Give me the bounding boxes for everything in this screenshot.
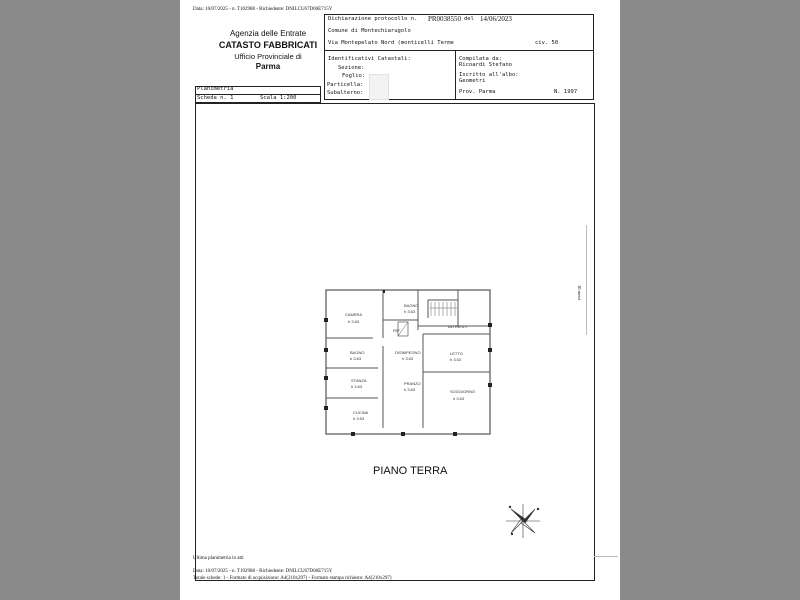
particella-label: Particella:	[327, 82, 364, 88]
room-letto: LETTO	[450, 351, 463, 356]
catasto-title: CATASTO FABBRICATI	[218, 40, 318, 50]
room-bagno-2-height: h 3.63	[350, 356, 362, 361]
room-camera-height: h 3.63	[348, 319, 360, 324]
room-letto-height: h 3.63	[450, 357, 462, 362]
agency-name: Agenzia delle Entrate	[229, 29, 307, 38]
room-stanza-height: h 3.63	[351, 384, 363, 389]
province-value: Prov. Parma	[459, 89, 496, 95]
ufficio-city: Parma	[255, 62, 281, 71]
protocol-del: del	[464, 16, 474, 22]
room-soggiorno-height: h 3.63	[453, 396, 465, 401]
protocol-label: Dichiarazione protocollo n.	[328, 16, 418, 22]
identificativi-title: Identificativi Catastali:	[328, 56, 411, 62]
subalterno-label: Subalterno:	[327, 90, 364, 96]
compilata-label: Compilata da:	[459, 56, 503, 62]
floor-title: PIANO TERRA	[373, 465, 448, 477]
room-stanza: STANZA	[351, 378, 367, 383]
room-cucina: CUCINA	[353, 410, 369, 415]
room-bagno-1: BAGNO	[404, 303, 419, 308]
scale-value: Scala 1:200	[260, 95, 297, 101]
comune: Comune di Montechiarugolo	[328, 28, 411, 34]
header-request-line: Data: 10/07/2025 - n. T102988 - Richiedente: DNILCU67D06E715Y	[193, 7, 333, 12]
room-cucina-height: h 3.63	[353, 416, 365, 421]
footer-request-line: Data: 10/07/2025 - n. T102988 - Richiedente: DNILCU67D06E715Y	[193, 569, 333, 574]
iscritto-label: Iscritto all'albo:	[459, 72, 519, 78]
protocol-number: PR0038550	[428, 15, 462, 23]
compiler-name: Ricoardi Stefano	[459, 62, 512, 68]
foglio-label: Foglio:	[342, 73, 366, 79]
room-bagno-2: BAGNO	[350, 350, 365, 355]
room-rip: RIP	[393, 328, 400, 333]
footer-ultima: Ultima planimetria in atti	[193, 556, 244, 561]
altra-unit: ALTRA U.I.	[448, 324, 468, 329]
address: Via Montepelato Nord (monticelli Terme	[328, 40, 454, 46]
room-camera: CAMERA	[345, 312, 363, 317]
room-bagno-1-height: h 3.63	[404, 309, 416, 314]
scale-bar	[586, 225, 587, 335]
room-disimpegno-height: h 3.63	[402, 356, 414, 361]
ufficio-label: Ufficio Provinciale di	[234, 52, 302, 61]
scheda-number: Scheda n. 1	[197, 95, 234, 101]
room-soggiorno: SOGGIORNO	[450, 389, 476, 394]
room-disimpegno: DISIMPEGNO	[395, 350, 421, 355]
civic-number: civ. 50	[535, 40, 559, 46]
room-pranzo-height: h 3.63	[404, 387, 416, 392]
protocol-date: 14/06/2023	[480, 15, 512, 23]
planimetria-title: Planimetria	[197, 86, 234, 92]
compass-rose-icon	[502, 500, 544, 542]
document-page	[180, 0, 620, 600]
sezione-label: Sezione:	[338, 65, 365, 71]
albo-value: Geometri	[459, 78, 486, 84]
footer-totale: Totale schede: 1 - Formato di acquisizione: A4(210x297) - Formato stampa richiesto: A4(210x297)	[193, 576, 392, 581]
redacted-field	[369, 74, 389, 100]
room-pranzo: PRANZO	[404, 381, 421, 386]
albo-number: N. 1997	[554, 89, 578, 95]
scale-bar-label: 10 metri	[577, 285, 582, 301]
